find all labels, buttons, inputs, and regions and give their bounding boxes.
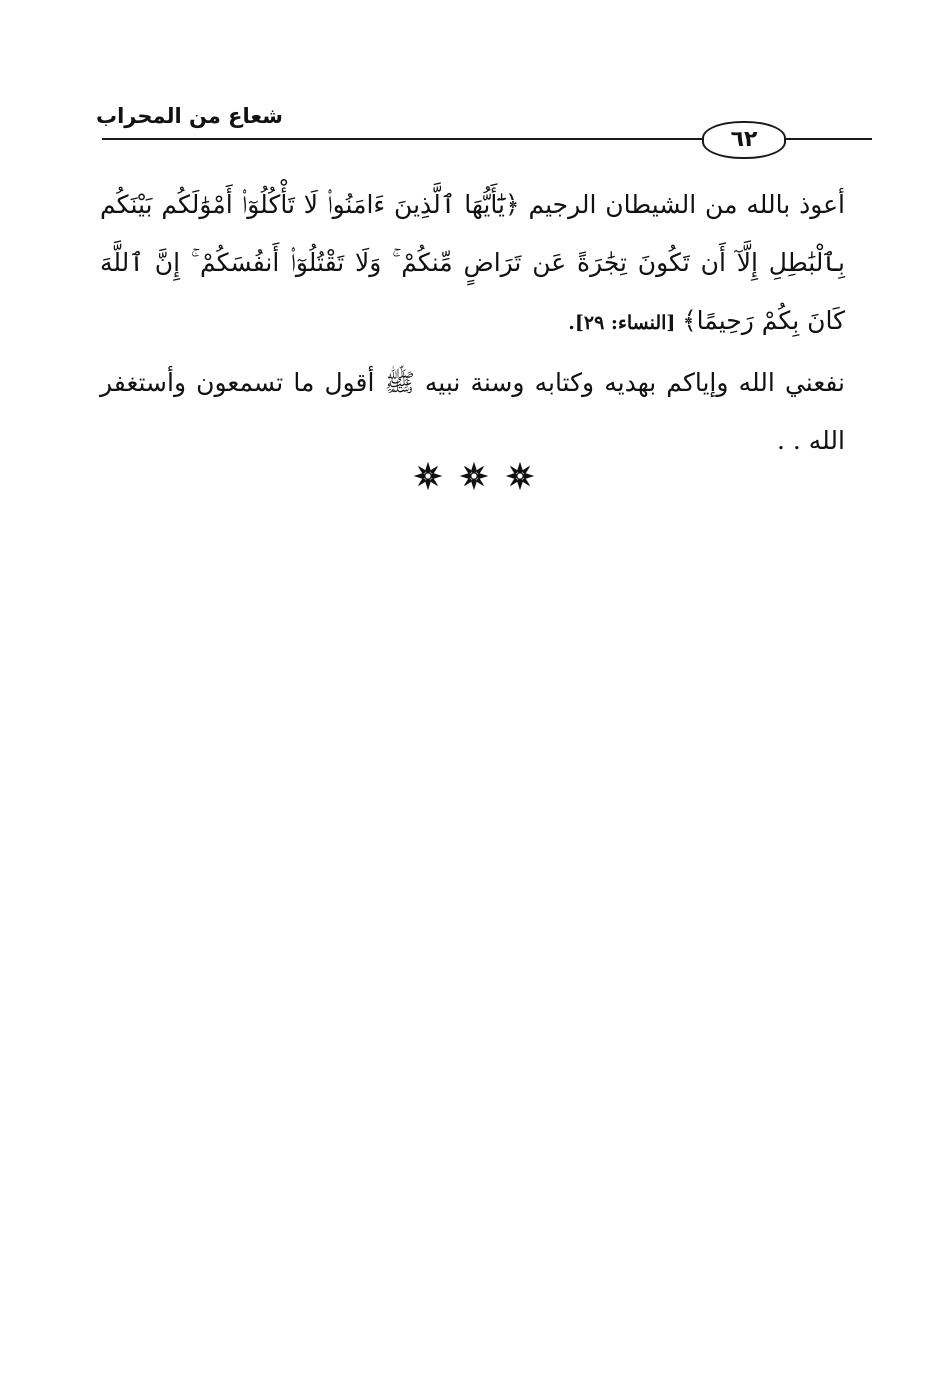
- paragraph-closing: نفعني الله وإياكم بهديه وكتابه وسنة نبيه ﷺ أقول ما تسمعون وأستغفر الله . .: [100, 368, 845, 455]
- running-header-title: شعاع من المحراب: [96, 104, 283, 128]
- ta-awwudh-text: أعوذ بالله من الشيطان الرجيم: [519, 190, 845, 219]
- flower-ornament-icon: [506, 462, 534, 490]
- page-number: ٦٢: [702, 121, 786, 159]
- paragraph-verse: [100, 176, 845, 352]
- section-divider-ornaments: [0, 462, 947, 490]
- flower-ornament-icon: [460, 462, 488, 490]
- verse-citation: [النساء: ٢٩].: [568, 312, 683, 334]
- body-text: [100, 176, 845, 470]
- quran-verse: ﴿يَٰٓأَيُّهَا ٱلَّذِينَ ءَامَنُوا۟ لَا تَأْكُلُوٓا۟ أَمْوَٰلَكُم بَيْنَكُم بِٱلْبَٰطِلِ إِلَّآ أَن تَكُونَ تِجَٰرَةً عَن تَرَاضٍ مِّنكُمْ ۚ وَلَا تَقْتُلُوٓا۟ أَنفُسَكُمْ ۚ إِنَّ ٱللَّهَ كَانَ بِكُمْ رَحِيمًا﴾: [100, 190, 845, 335]
- flower-ornament-icon: [414, 462, 442, 490]
